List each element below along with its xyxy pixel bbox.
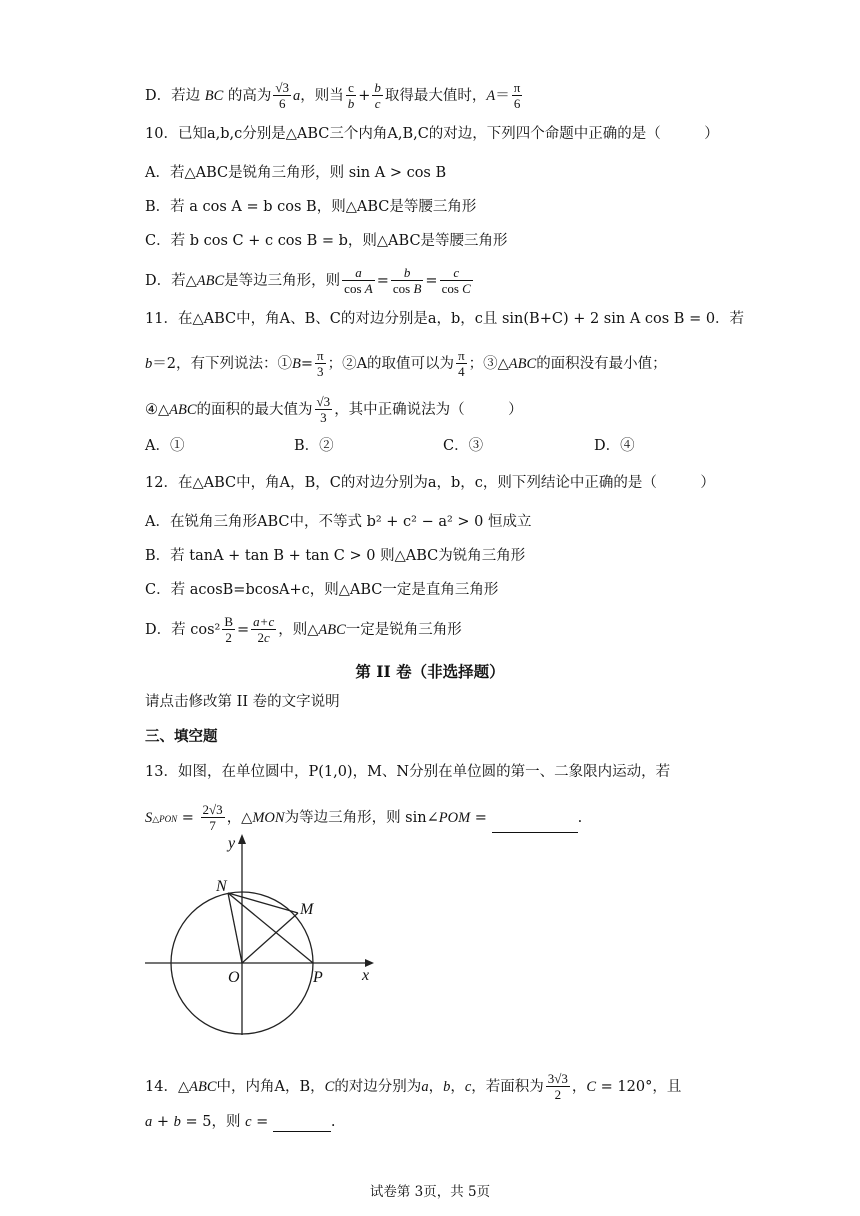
q9-option-d <box>145 80 524 111</box>
q14-stem-1 <box>145 1071 681 1102</box>
q11-option-c: C．③ <box>443 438 484 454</box>
q12-option-d <box>145 614 462 645</box>
q12-option-b: B．若 tanA + tan B + tan C > 0 则△ABC为锐角三角形 <box>145 548 526 564</box>
q10-option-d <box>145 265 475 296</box>
point-n-label: N <box>216 878 227 895</box>
q9-option-d-text: D．若边 BC 的高为 $\frac{√3}{6}$ a，则当 $\frac{c}{b}$ + $\frac{b}{c}$ 取得最大值时，A＝ $\frac{\pi}{6}$ <box>145 80 521 111</box>
y-axis-arrow <box>238 834 246 844</box>
q10-option-c: C．若 b cos C + c cos B = b，则△ABC是等腰三角形 <box>145 233 508 249</box>
q11-stem-3 <box>145 394 523 425</box>
section-ii-note: 请点击修改第 II 卷的文字说明 <box>145 694 340 710</box>
q10-option-a: A．若△ABC是锐角三角形，则 sin A > cos B <box>145 165 447 181</box>
page-footer: 试卷第 3页，共 5页 <box>369 1184 491 1200</box>
q11-option-d: D．④ <box>594 438 635 454</box>
part-three-title: 三、填空题 <box>145 728 218 745</box>
segment-nm <box>228 893 298 913</box>
q12-option-a: A．在锐角三角形ABC中，不等式 b² + c² − a² > 0 恒成立 <box>145 514 532 530</box>
q14-stem-2 <box>145 1112 336 1132</box>
q13-stem-2 <box>145 802 582 833</box>
point-m-label: M <box>300 901 314 918</box>
q11-stem-3-text: ④△ABC的面积的最大值为 $\frac{√3}{3}$ ，其中正确说法为（ ） <box>145 394 523 425</box>
q14-stem-1-text: 14．△ABC中，内角A，B，C的对边分别为a，b，c，若面积为 $\frac{3√3}{2}$ ，C = 120°，且 <box>145 1071 682 1102</box>
unit-circle-figure <box>140 830 380 1040</box>
x-axis-arrow <box>365 959 374 967</box>
x-axis-label: x <box>362 967 370 984</box>
q14-stem-2-text: a + b = 5，则 c = . <box>145 1114 336 1130</box>
section-ii-title: 第 II 卷（非选择题） <box>355 662 505 681</box>
q11-stem-1: 11．在△ABC中，角A、B、C的对边分别是a，b，c且 sin(B+C) + 2 sin A cos B = 0．若 <box>145 311 745 327</box>
q10-option-b: B．若 a cos A = b cos B，则△ABC是等腰三角形 <box>145 199 477 215</box>
q11-stem-2-text: b＝2，有下列说法：①B= $\frac{\pi}{3}$ ；②A的取值可以为 $\frac{\pi}{4}$ ；③△ABC的面积没有最小值； <box>145 348 667 379</box>
point-p-label: P <box>313 969 323 986</box>
y-axis-label: y <box>228 835 236 852</box>
q11-stem-2 <box>145 348 667 379</box>
q10-option-d-text: D．若△ABC是等边三角形，则 $\frac{a}{\text{cos A}}$ = $\frac{b}{\text{cos B}}$ = $\frac{c}{\text{cos C}}$ <box>145 265 471 296</box>
q13-stem-2-text: S△PON = $\frac{2√3}{7}$ ，△MON为等边三角形，则 sin∠POM = . <box>145 802 583 833</box>
q13-stem-1: 13．如图，在单位圆中，P(1,0)，M、N分别在单位圆的第一、二象限内运动，若 <box>145 764 671 780</box>
q11-option-b: B．② <box>294 438 334 454</box>
q11-option-a: A．① <box>145 438 185 454</box>
segment-om <box>242 913 298 963</box>
q12-stem: 12．在△ABC中，角A，B，C的对边分别为a，b，c，则下列结论中正确的是（ ） <box>145 475 715 491</box>
q10-stem: 10．已知a,b,c分别是△ABC三个内角A,B,C的对边，下列四个命题中正确的是（ ） <box>145 126 719 142</box>
q12-option-d-text: D．若 cos² $\frac{B}{2}$ = $\frac{a+c}{2c}$ ，则△ABC一定是锐角三角形 <box>145 614 462 645</box>
q12-option-c: C．若 acosB=bcosA+c，则△ABC一定是直角三角形 <box>145 582 499 598</box>
point-o-label: O <box>228 969 240 986</box>
